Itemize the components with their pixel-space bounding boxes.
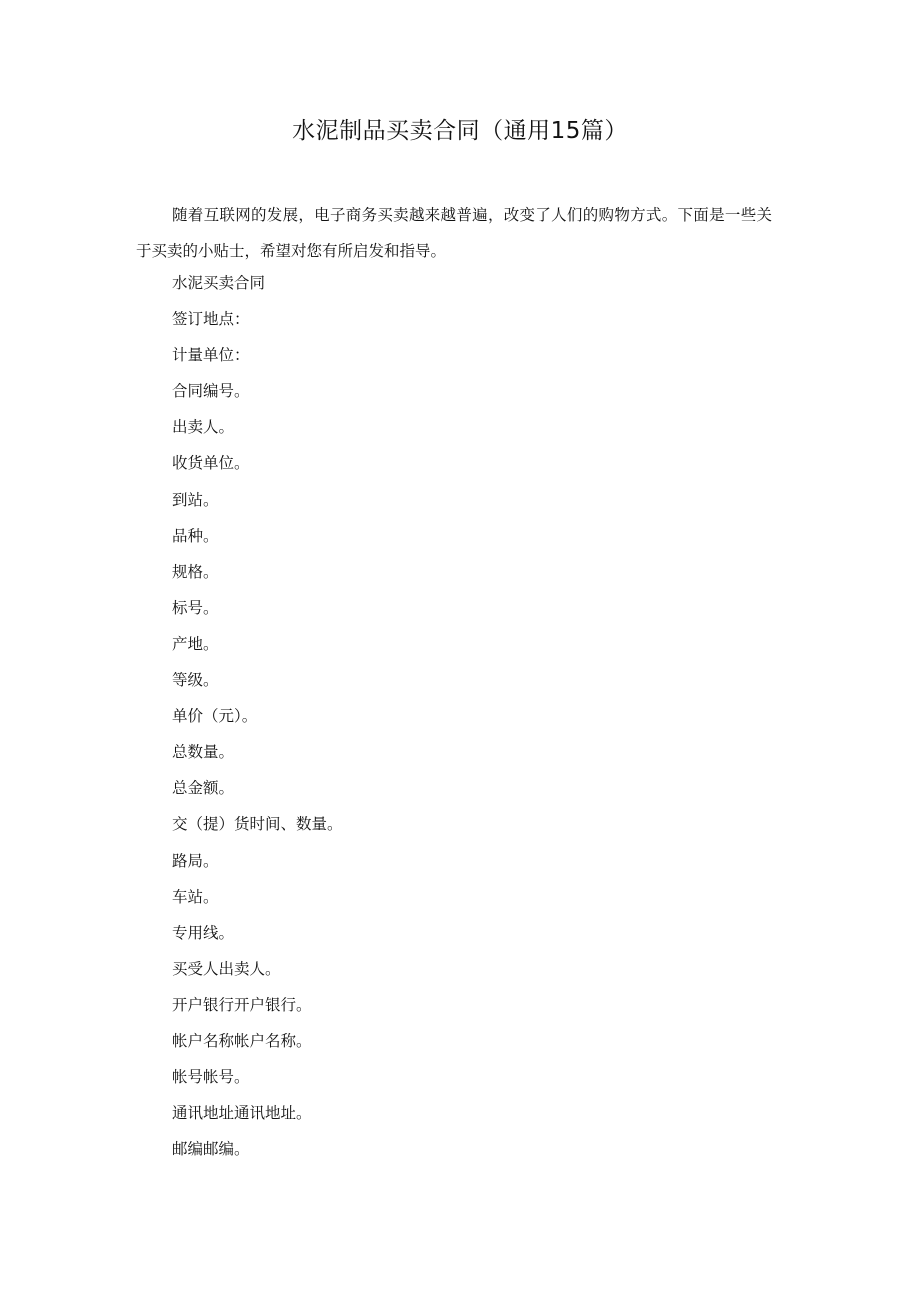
intro-paragraph: 随着互联网的发展，电子商务买卖越来越普遍，改变了人们的购物方式。下面是一些关于买卖的小贴士，希望对您有所启发和指导。 bbox=[136, 206, 772, 260]
field-seller: 出卖人。 bbox=[172, 418, 235, 437]
field-variety: 品种。 bbox=[172, 526, 219, 545]
field-bank: 开户银行开户银行。 bbox=[172, 995, 312, 1014]
field-total-quantity: 总数量。 bbox=[172, 743, 235, 762]
field-railway-bureau: 路局。 bbox=[172, 851, 219, 870]
field-account-number: 帐号帐号。 bbox=[172, 1068, 250, 1087]
field-unit-of-measure: 计量单位： bbox=[172, 346, 250, 365]
field-postcode: 邮编邮编。 bbox=[172, 1140, 250, 1159]
field-origin: 产地。 bbox=[172, 634, 219, 653]
field-destination-station: 到站。 bbox=[172, 490, 219, 509]
field-grade-number: 标号。 bbox=[172, 598, 219, 617]
field-level: 等级。 bbox=[172, 671, 219, 690]
field-address: 通讯地址通讯地址。 bbox=[172, 1104, 312, 1123]
contract-heading: 水泥买卖合同 bbox=[172, 274, 266, 292]
field-receiving-unit: 收货单位。 bbox=[172, 454, 250, 473]
field-specification: 规格。 bbox=[172, 562, 219, 581]
field-buyer-seller: 买受人出卖人。 bbox=[172, 959, 281, 978]
contract-field-list bbox=[172, 265, 343, 1167]
field-contract-number: 合同编号。 bbox=[172, 382, 250, 401]
field-delivery-time: 交（提）货时间、数量。 bbox=[172, 815, 343, 834]
field-station: 车站。 bbox=[172, 887, 219, 906]
field-total-amount: 总金额。 bbox=[172, 779, 235, 798]
field-special-line: 专用线。 bbox=[172, 923, 235, 942]
document-title: 水泥制品买卖合同（通用15篇） bbox=[292, 118, 628, 144]
field-account-name: 帐户名称帐户名称。 bbox=[172, 1031, 312, 1050]
field-unit-price: 单价（元）。 bbox=[172, 707, 258, 726]
field-signing-place: 签订地点： bbox=[172, 310, 250, 329]
